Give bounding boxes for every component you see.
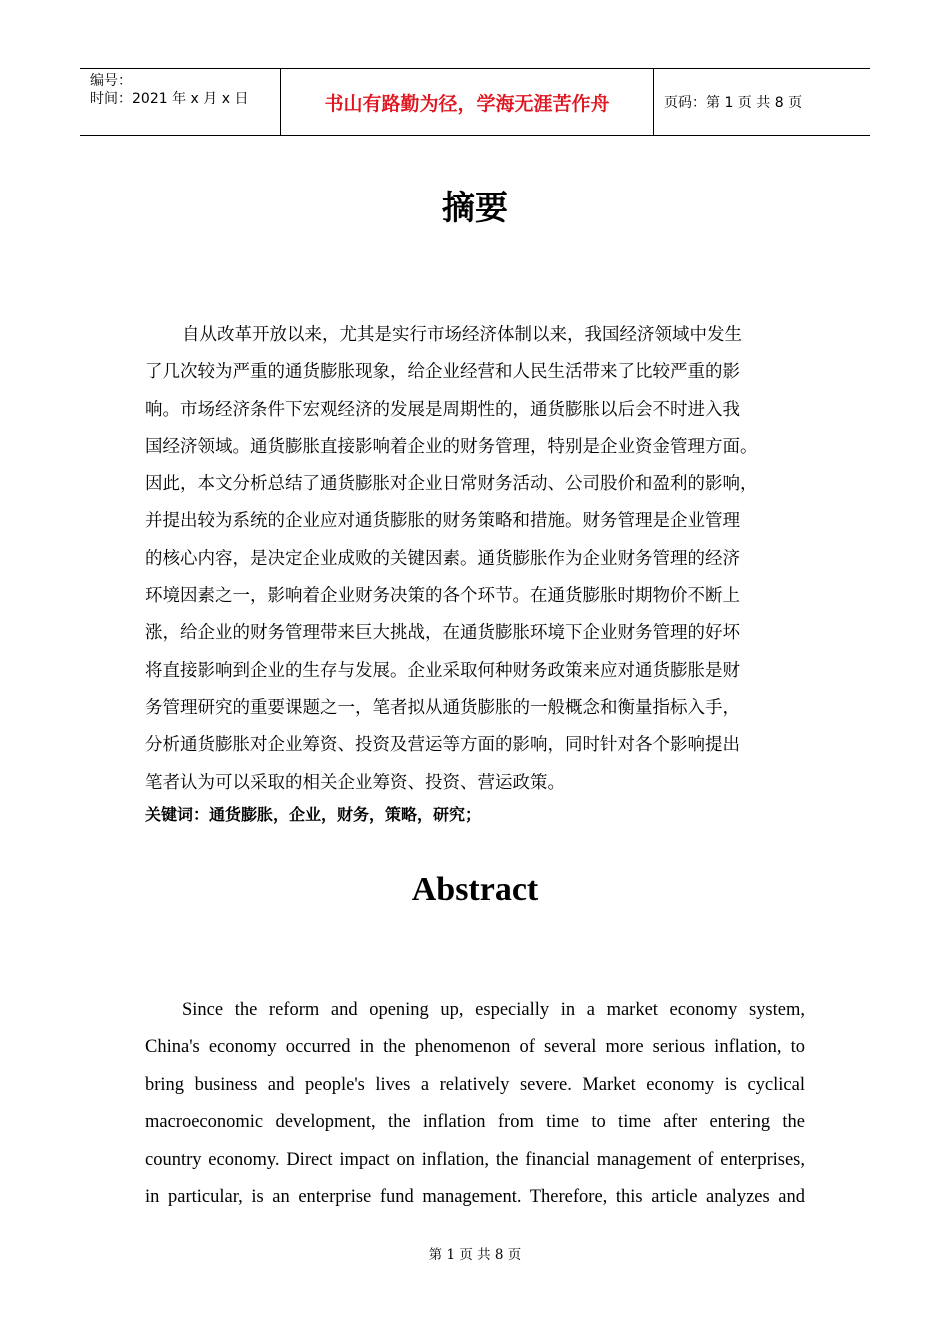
abstract-cn-line: 的核心内容，是决定企业成败的关键因素。通货膨胀作为企业财务管理的经济 [145, 548, 740, 569]
abstract-cn-line: 涨，给企业的财务管理带来巨大挑战，在通货膨胀环境下企业财务管理的好坏 [145, 623, 740, 644]
abstract-cn-line: 笔者认为可以采取的相关企业筹资、投资、营运政策。 [145, 772, 565, 793]
abstract-cn-line: 务管理研究的重要课题之一，笔者拟从通货膨胀的一般概念和衡量指标入手， [145, 697, 740, 718]
abstract-cn-line: 自从改革开放以来，尤其是实行市场经济体制以来，我国经济领域中发生 [182, 325, 742, 345]
chinese-abstract-body [145, 317, 805, 802]
abstract-cn-line: 了几次较为严重的通货膨胀现象，给企业经营和人民生活带来了比较严重的影 [145, 362, 740, 383]
english-abstract-title: Abstract [411, 871, 539, 908]
english-abstract-body [145, 992, 805, 1216]
number-label: 编号： [90, 73, 132, 89]
abstract-en-line: bring business and people's lives a relatively severe. Market economy is cyclical [145, 1074, 805, 1095]
abstract-en-line: China's economy occurred in the phenomenon of several more serious inflation, to [145, 1037, 805, 1058]
header-meta-cell [80, 69, 281, 135]
abstract-cn-line: 响。市场经济条件下宏观经济的发展是周期性的，通货膨胀以后会不时进入我 [145, 399, 740, 420]
abstract-cn-line: 因此，本文分析总结了通货膨胀对企业日常财务活动、公司股价和盈利的影响， [145, 474, 758, 495]
document-header [80, 68, 870, 136]
header-page-label: 页码：第 1 页 共 8 页 [664, 95, 803, 111]
abstract-cn-line: 环境因素之一，影响着企业财务决策的各个环节。在通货膨胀时期物价不断上 [145, 586, 740, 607]
abstract-cn-line: 并提出较为系统的企业应对通货膨胀的财务策略和措施。财务管理是企业管理 [145, 511, 740, 532]
abstract-en-line: Since the reform and opening up, especially in a market economy system, [182, 1000, 805, 1020]
header-motto: 书山有路勤为径，学海无涯苦作舟 [281, 69, 654, 135]
chinese-abstract-title: 摘要 [442, 188, 508, 227]
abstract-cn-line: 分析通货膨胀对企业筹资、投资及营运等方面的影响，同时针对各个影响提出 [145, 735, 740, 756]
abstract-en-line: macroeconomic development, the inflation from time to time after entering the [145, 1112, 805, 1133]
keywords-line: 关键词：通货膨胀，企业，财务，策略，研究； [145, 805, 482, 824]
page-footer: 第 1 页 共 8 页 [428, 1247, 522, 1263]
abstract-cn-line: 将直接影响到企业的生存与发展。企业采取何种财务政策来应对通货膨胀是财 [145, 660, 740, 681]
date-label: 时间：2021 年 x 月 x 日 [90, 91, 249, 107]
abstract-en-line: country economy. Direct impact on inflation, the financial management of enterprises, [145, 1149, 805, 1170]
abstract-cn-line: 国经济领域。通货膨胀直接影响着企业的财务管理，特别是企业资金管理方面。 [145, 436, 758, 457]
abstract-en-line: in particular, is an enterprise fund management. Therefore, this article analyzes and [145, 1186, 805, 1207]
